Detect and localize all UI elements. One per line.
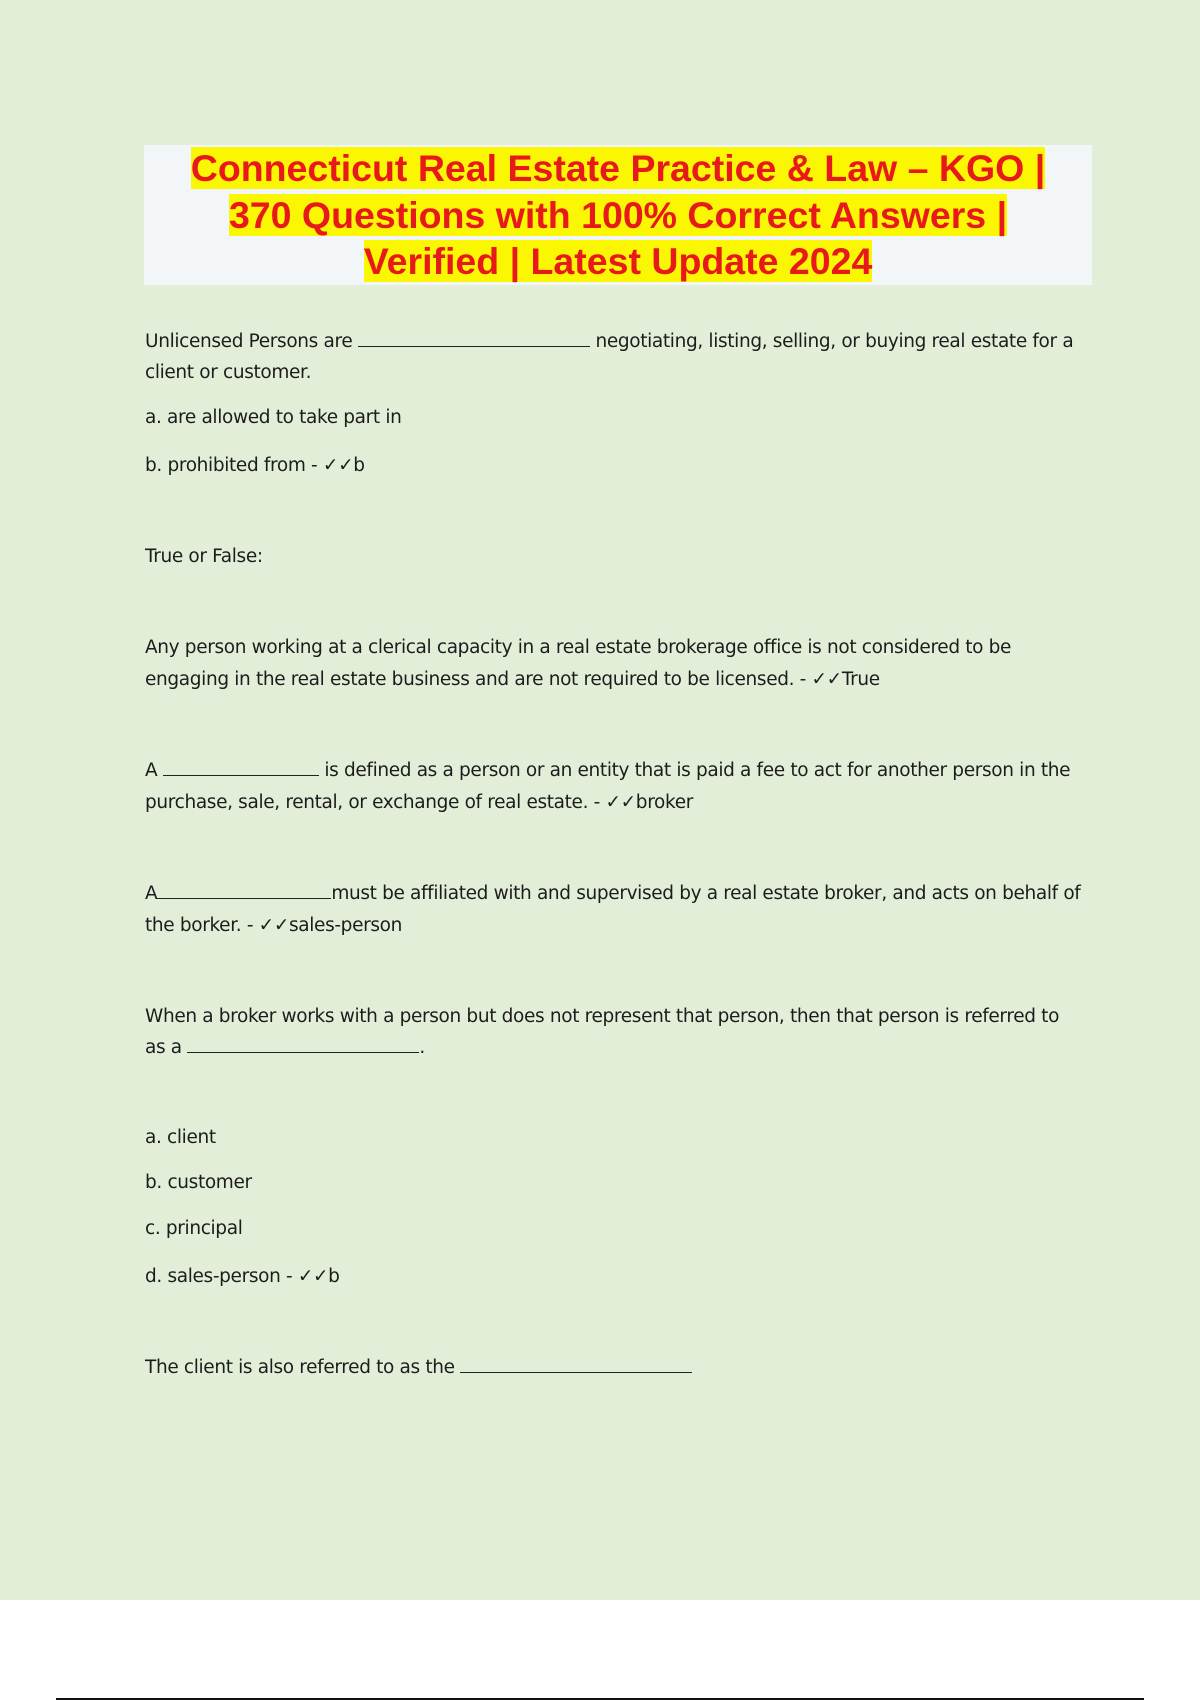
q5-option-d: d. sales-person - ✓✓b xyxy=(145,1266,340,1287)
title-line-2: 370 Questions with 100% Correct Answers | xyxy=(228,193,1008,236)
q1-line-1 xyxy=(145,326,1095,357)
q1-text-before: Unlicensed Persons are xyxy=(145,331,353,352)
q5-option-a: a. client xyxy=(145,1127,216,1148)
q5-blank xyxy=(187,1036,419,1053)
q6-text-before: The client is also referred to as the xyxy=(145,1357,455,1378)
q5-text-before: as a xyxy=(145,1037,182,1058)
q6-blank xyxy=(460,1356,692,1373)
q5-line-1: When a broker works with a person but does not represent that person, then that person is referred to xyxy=(145,1006,1060,1027)
q1-option-a: a. are allowed to take part in xyxy=(145,407,402,428)
q4-blank xyxy=(157,882,331,899)
q3-blank xyxy=(163,759,319,776)
q4-line-2: the borker. - ✓✓sales-person xyxy=(145,915,402,936)
q3-text-before: A xyxy=(145,760,158,781)
title-box xyxy=(144,145,1092,285)
q4-text-before: A xyxy=(145,883,158,904)
q5-option-c: c. principal xyxy=(145,1218,243,1239)
q5-line-2 xyxy=(145,1032,1095,1063)
q3-line-2: purchase, sale, rental, or exchange of real estate. - ✓✓broker xyxy=(145,792,694,813)
q4-line-1 xyxy=(145,878,1095,909)
q6-line-1 xyxy=(145,1352,1095,1383)
q1-line-2: client or customer. xyxy=(145,362,312,383)
q3-line-1 xyxy=(145,755,1095,786)
title-line-3: Verified | Latest Update 2024 xyxy=(363,240,873,282)
q2-line-2: engaging in the real estate business and are not required to be licensed. - ✓✓True xyxy=(145,669,880,690)
q5-option-b: b. customer xyxy=(145,1172,252,1193)
q1-option-b: b. prohibited from - ✓✓b xyxy=(145,455,365,476)
q1-blank xyxy=(358,330,590,347)
title-line-1: Connecticut Real Estate Practice & Law – KGO | xyxy=(190,147,1046,189)
q3-text-after: is defined as a person or an entity that is paid a fee to act for another person in the xyxy=(324,760,1071,781)
q4-text-after: must be affiliated with and supervised by a real estate broker, and acts on behalf of xyxy=(331,883,1081,904)
q1-text-after: negotiating, listing, selling, or buying real estate for a xyxy=(595,331,1074,352)
q2-line-1: Any person working at a clerical capacity in a real estate brokerage office is not considered to be xyxy=(145,637,1012,658)
document-title xyxy=(144,145,1092,285)
q5-text-after: . xyxy=(419,1037,425,1058)
q2-intro: True or False: xyxy=(145,546,263,567)
